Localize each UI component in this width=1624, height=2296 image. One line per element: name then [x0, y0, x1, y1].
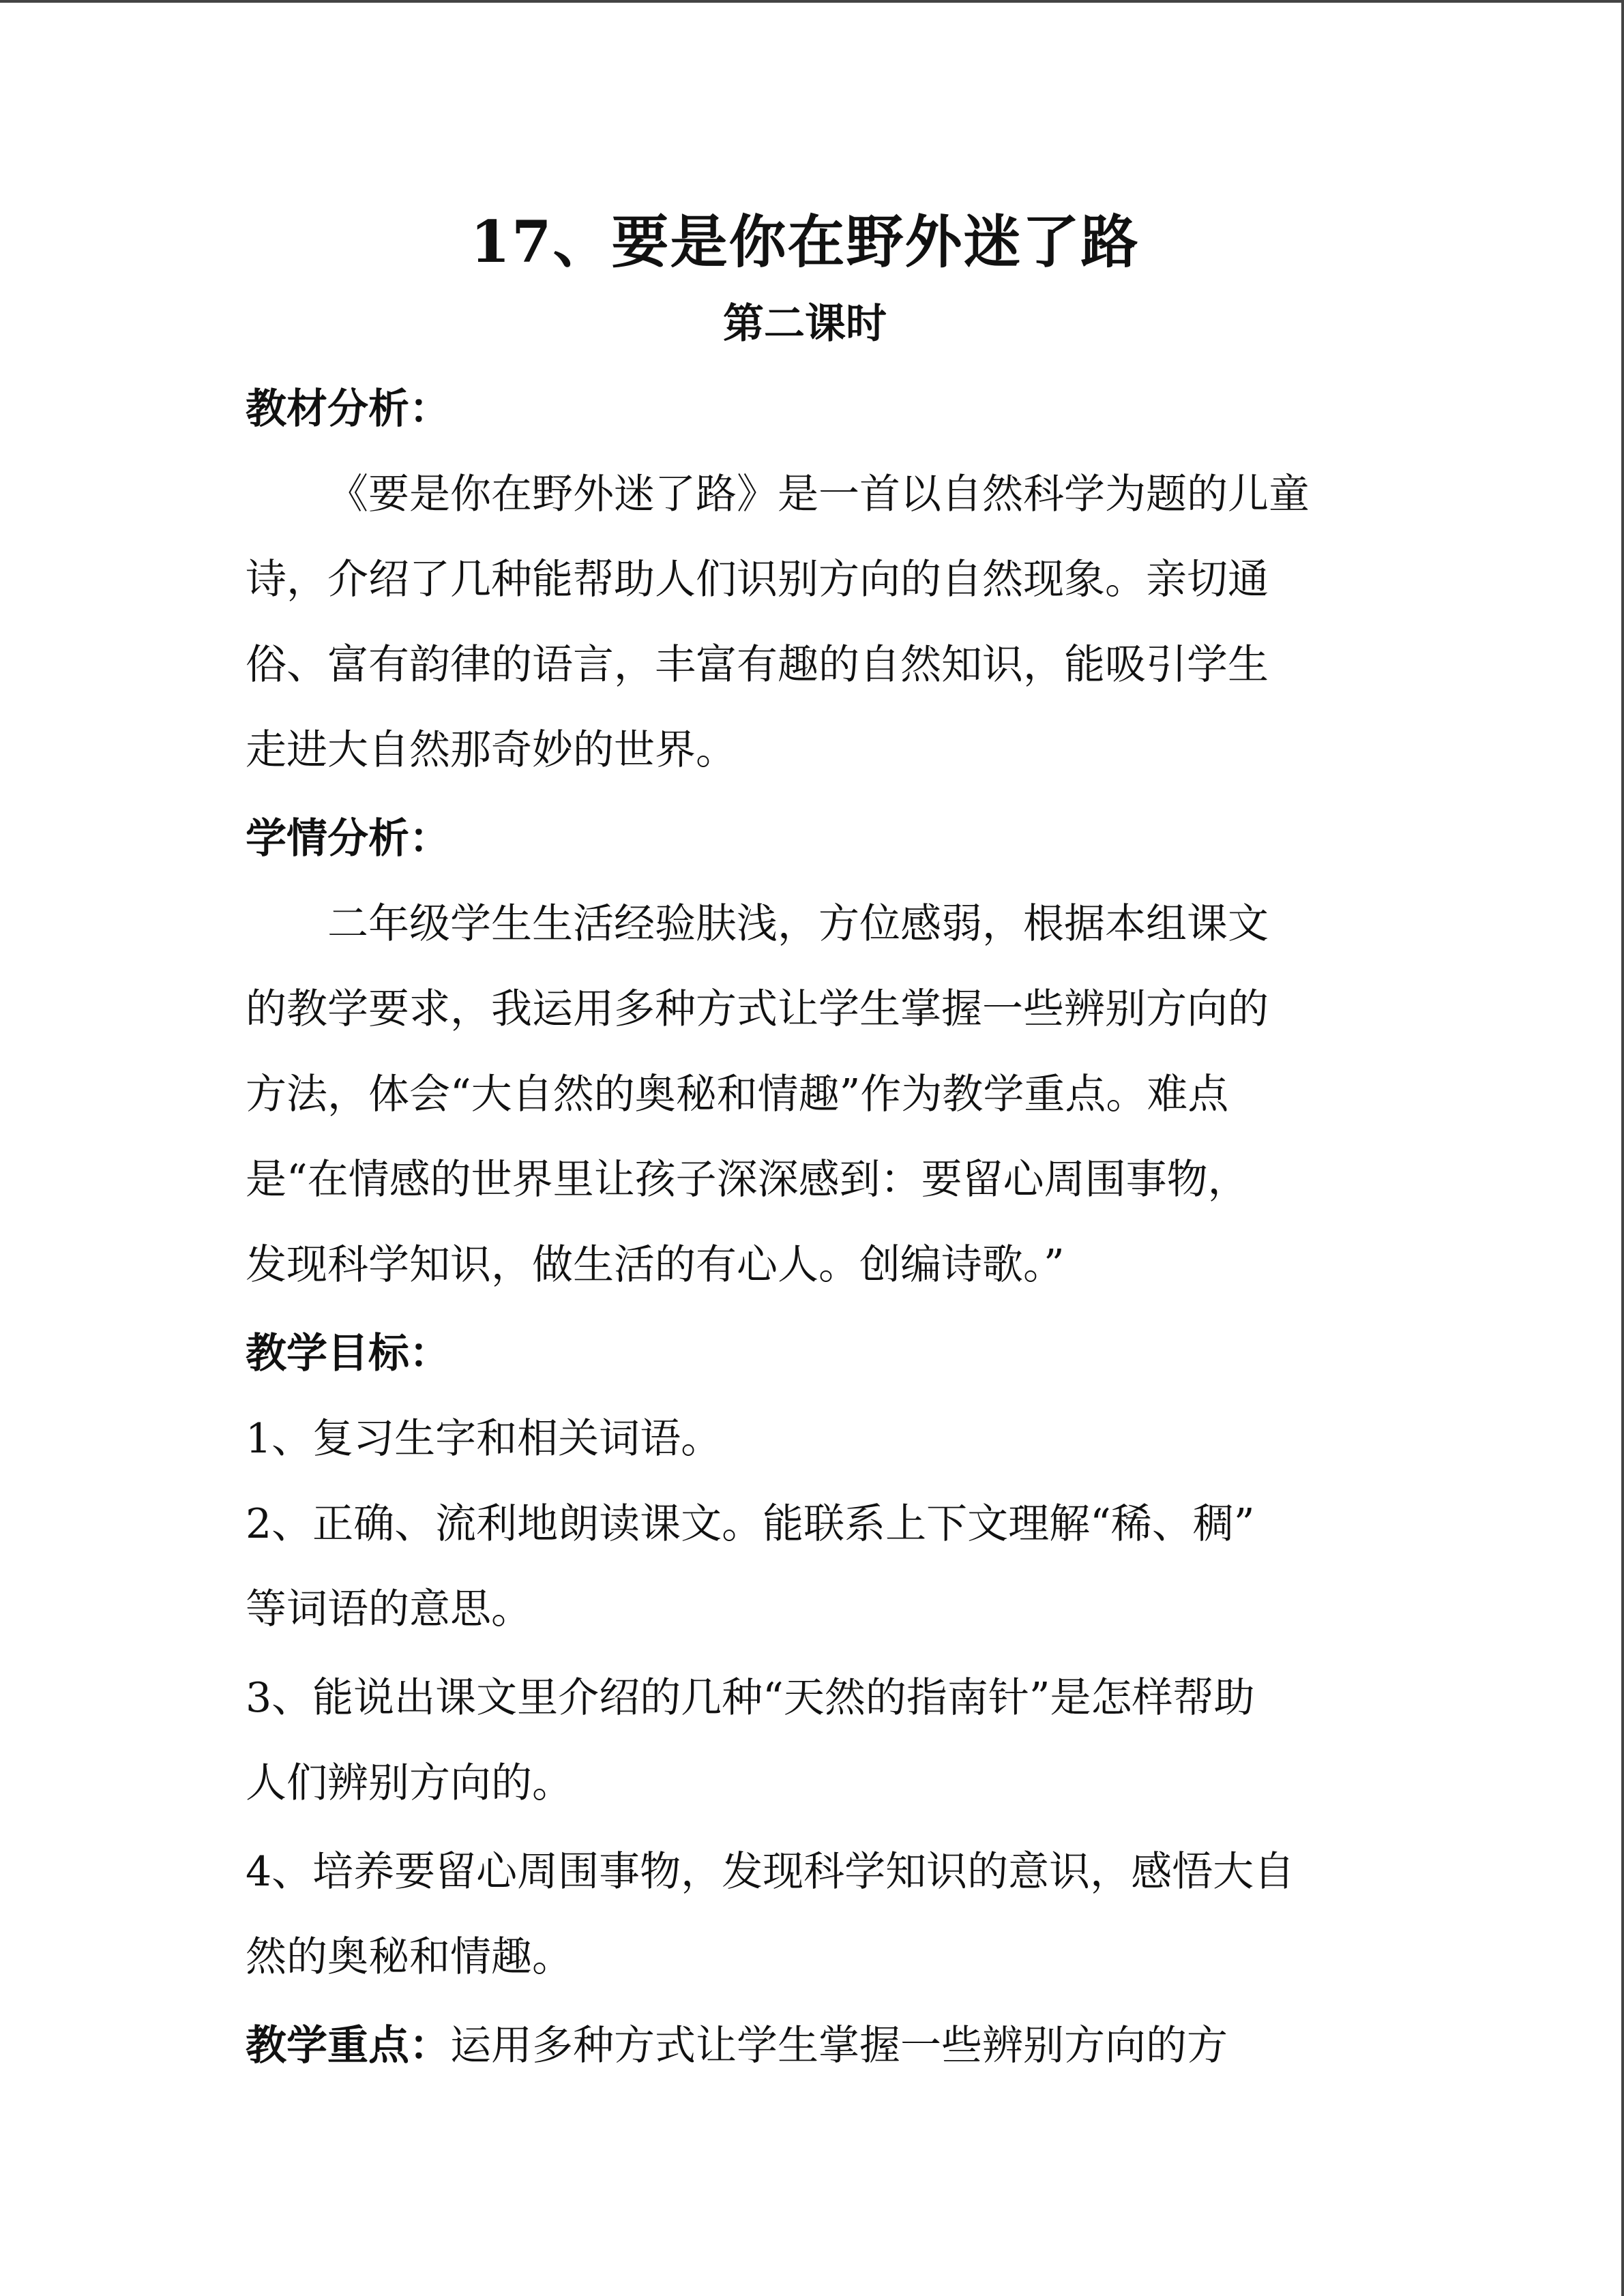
paragraph-line: 二年级学生生活经验肤浅，方位感弱，根据本组课文 — [327, 900, 1269, 948]
paragraph-line: 是“在情感的世界里让孩子深深感到：要留心周围事物， — [246, 1156, 1249, 1204]
document-title: 17、要是你在野外迷了路 — [470, 208, 1140, 275]
goal-line: 3、能说出课文里介绍的几种“天然的指南针”是怎样帮助 — [246, 1674, 1255, 1722]
paragraph-line: 走进大自然那奇妙的世界。 — [246, 726, 737, 774]
goal-line: 等词语的意思。 — [246, 1585, 532, 1633]
goal-line: 1、复习生字和相关词语。 — [246, 1415, 722, 1463]
teaching-focus-label: 教学重点： — [246, 2022, 450, 2070]
section-heading-teaching-goals: 教学目标： — [246, 1330, 450, 1377]
paragraph-line: 方法，体会“大自然的奥秘和情趣”作为教学重点。难点 — [246, 1071, 1229, 1118]
teaching-focus-line — [246, 2012, 1364, 2080]
page-border-top — [0, 0, 1624, 3]
goal-line: 人们辨别方向的。 — [246, 1759, 573, 1807]
teaching-focus-text: 运用多种方式让学生掌握一些辨别方向的方 — [450, 2022, 1228, 2070]
page-border-right — [1621, 0, 1624, 2296]
section-heading-student-analysis: 学情分析： — [246, 815, 450, 863]
goal-line: 4、培养要留心周围事物，发现科学知识的意识，感悟大自 — [246, 1848, 1295, 1896]
paragraph-line: 诗，介绍了几种能帮助人们识别方向的自然现象。亲切通 — [246, 556, 1269, 603]
paragraph-line: 发现科学知识，做生活的有心人。创编诗歌。” — [246, 1241, 1065, 1289]
goal-line: 2、正确、流利地朗读课文。能联系上下文理解“稀、稠” — [246, 1500, 1255, 1548]
document-subtitle: 第二课时 — [723, 300, 887, 348]
paragraph-line: 《要是你在野外迷了路》是一首以自然科学为题的儿童 — [327, 471, 1310, 518]
goal-line: 然的奥秘和情趣。 — [246, 1933, 573, 1981]
paragraph-line: 的教学要求，我运用多种方式让学生掌握一些辨别方向的 — [246, 985, 1269, 1033]
section-heading-textbook-analysis: 教材分析： — [246, 385, 450, 433]
paragraph-line: 俗、富有韵律的语言，丰富有趣的自然知识，能吸引学生 — [246, 641, 1269, 689]
